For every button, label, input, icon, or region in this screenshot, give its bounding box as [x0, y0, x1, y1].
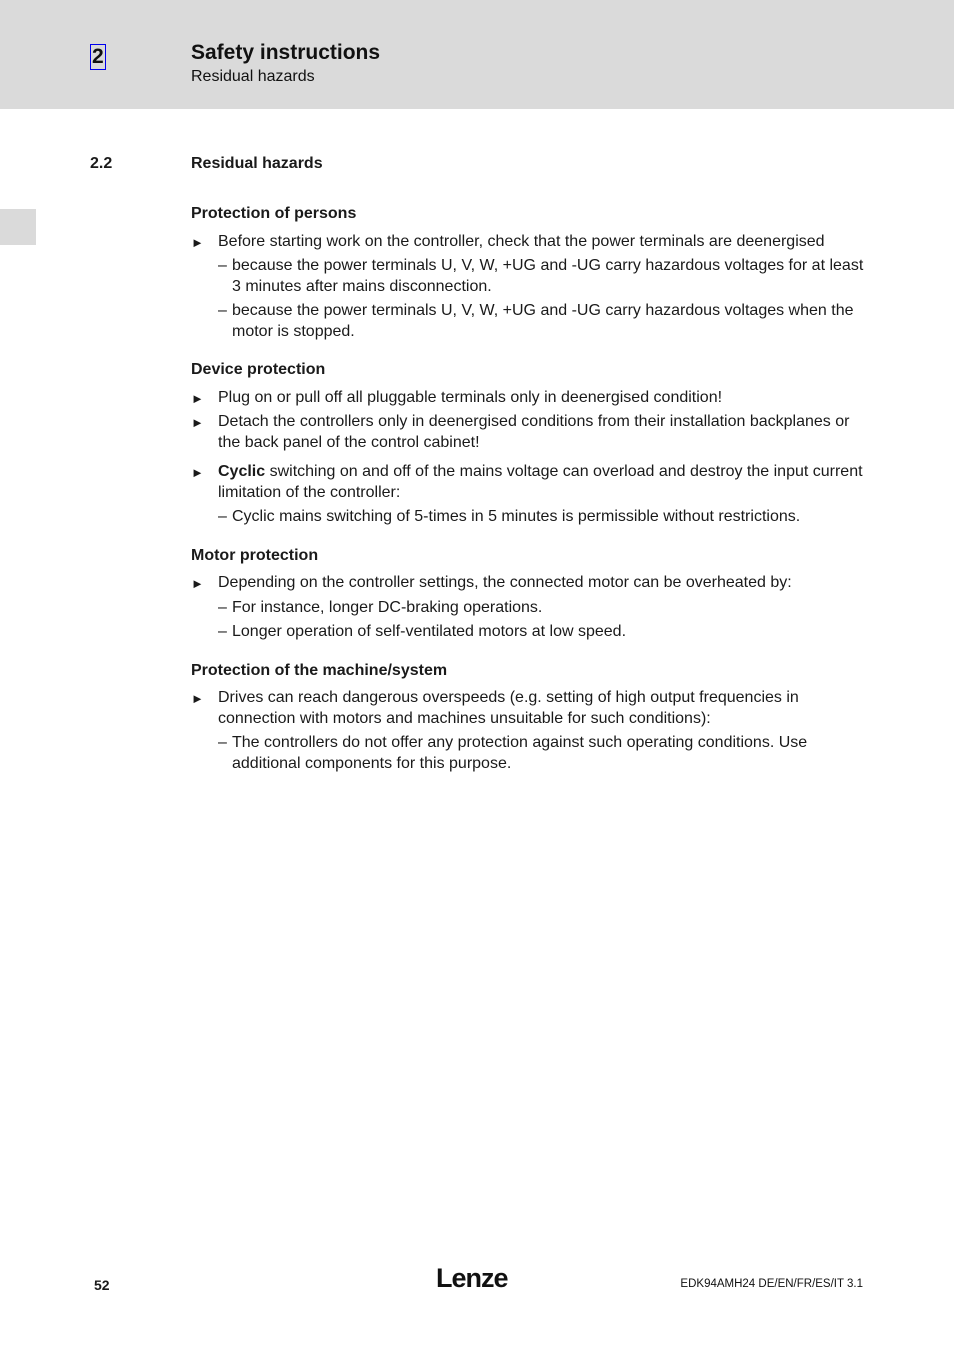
list-item — [191, 256, 871, 297]
bullet-text: switching on and off of the mains voltage can overload and destroy the input current limitation of the controller: — [218, 463, 863, 501]
bullet-text: Before starting work on the controller, check that the power terminals are deenergised — [218, 232, 825, 250]
arrow-bullet-icon: ► — [191, 465, 204, 480]
arrow-bullet-icon: ► — [191, 576, 204, 591]
arrow-bullet-icon: ► — [191, 691, 204, 706]
bold-term: Cyclic — [218, 463, 266, 480]
list-item — [191, 688, 871, 729]
list-item — [191, 622, 871, 643]
list-item — [191, 232, 871, 253]
list-item — [191, 412, 871, 453]
bullet-text: Plug on or pull off all pluggable terminals only in deenergised condition! — [218, 388, 723, 406]
dash-text: Cyclic mains switching of 5-times in 5 minutes is permissible without restrictions. — [232, 508, 801, 525]
list-item — [191, 388, 871, 409]
dash-text: For instance, longer DC-braking operations. — [232, 598, 543, 616]
bullet-text: Drives can reach dangerous overspeeds (e.g. setting of high output frequencies in connection with motors and machines unsuitable for such conditions): — [218, 689, 799, 727]
list-item — [191, 462, 871, 503]
dash-text: The controllers do not offer any protection against such operating conditions. Use additional components for this purpose. — [232, 734, 808, 772]
bullet-text: Detach the controllers only in deenergised conditions from their installation backplanes or the back panel of the control cabinet! — [218, 413, 850, 451]
list-item — [191, 301, 871, 342]
dash-text: because the power terminals U, V, W, +UG and -UG carry hazardous voltages for at least 3 minutes after mains disconnection. — [232, 257, 864, 295]
group-machine-protection — [191, 661, 871, 775]
header-subtitle: Residual hazards — [191, 68, 315, 85]
page-number: 52 — [94, 1277, 110, 1293]
group-device-protection — [191, 360, 871, 528]
arrow-bullet-icon: ► — [191, 415, 204, 430]
dash-mark: – — [218, 598, 227, 616]
list-item — [191, 733, 871, 774]
bullet-text: Depending on the controller settings, the connected motor can be overheated by: — [218, 574, 792, 591]
subheading-persons: Protection of persons — [191, 205, 357, 222]
section-title: Residual hazards — [191, 155, 323, 172]
header-title: Safety instructions — [191, 41, 381, 64]
subheading-motor: Motor protection — [191, 546, 319, 564]
main-content — [191, 204, 871, 792]
group-motor-protection — [191, 546, 871, 643]
lenze-logo: Lenze — [436, 1263, 508, 1293]
chapter-number-link[interactable]: 2 — [92, 45, 104, 68]
list-item — [191, 598, 871, 619]
dash-text: because the power terminals U, V, W, +UG and -UG carry hazardous voltages when the motor is stopped. — [232, 302, 854, 340]
dash-mark: – — [218, 508, 227, 525]
dash-mark: – — [218, 257, 227, 274]
arrow-bullet-icon: ► — [191, 390, 204, 406]
subheading-machine: Protection of the machine/system — [191, 661, 448, 679]
chapter-side-tab — [0, 209, 36, 245]
document-id: EDK94AMH24 DE/EN/FR/ES/IT 3.1 — [680, 1278, 863, 1290]
list-item — [191, 573, 871, 594]
page-header — [0, 0, 954, 109]
subheading-device: Device protection — [191, 361, 326, 378]
dash-mark: – — [218, 302, 227, 319]
section-number: 2.2 — [90, 155, 113, 172]
dash-text: Longer operation of self-ventilated motors at low speed. — [232, 623, 627, 640]
group-protection-of-persons — [191, 204, 871, 342]
arrow-bullet-icon: ► — [191, 234, 204, 250]
list-item — [191, 507, 871, 528]
dash-mark: – — [218, 734, 227, 751]
dash-mark: – — [218, 623, 227, 640]
